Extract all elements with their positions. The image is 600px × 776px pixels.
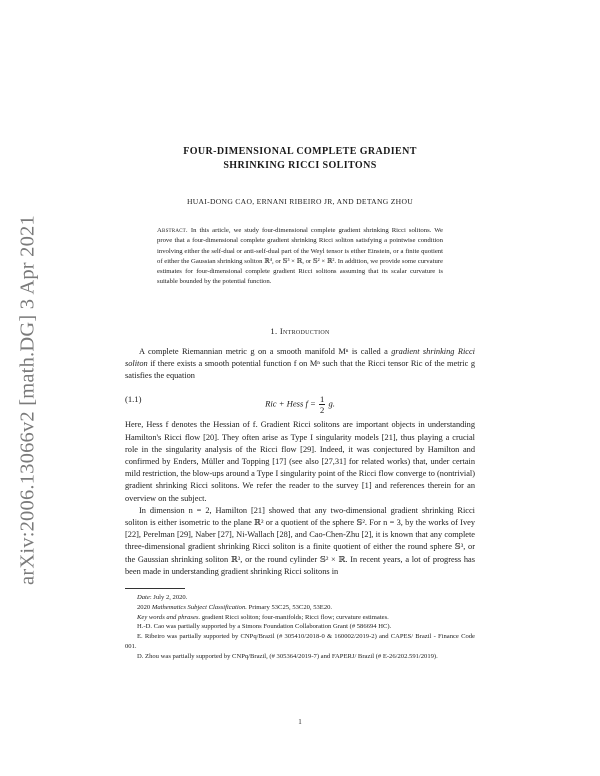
msc-year: 2020 bbox=[137, 603, 152, 611]
equation-rhs: g. bbox=[328, 398, 335, 409]
footnote-divider bbox=[125, 588, 185, 589]
equation-number: (1.1) bbox=[125, 394, 142, 405]
title-line-2: SHRINKING RICCI SOLITONS bbox=[223, 160, 377, 171]
footnote-ribeiro-funding: E. Ribeiro was partially supported by CNPq/Brazil (# 305410/2018-0 & 160002/2019-2) and CAPES/ Brazil - Finance Code 001. bbox=[125, 633, 475, 651]
keywords-value: gradient Ricci soliton; four-manifolds; Ricci flow; curvature estimates. bbox=[200, 613, 389, 621]
msc-label: Mathematics Subject Classification. bbox=[151, 603, 247, 611]
intro-paragraph-3: In dimension n = 2, Hamilton [21] showed that any two-dimensional gradient shrinking Ricci soliton is either isometric to the plane ℝ² or a quotient of the sphere 𝕊². For n = 3, by the works of Ivey [22], Perelman [29], Naber [27], Ni-Wallach [28], and Cao-Chen-Zhu [2], it is known that any complete three-dimensional gradient shrinking Ricci soliton is a finite quotient of either the round sphere 𝕊³, or the Gaussian shrinking soliton ℝ³, or the round cylinder 𝕊² × ℝ. In recent years, a lot of progress has been made in understanding gradient shrinking Ricci solitons in bbox=[125, 505, 475, 576]
fraction-denominator: 2 bbox=[320, 405, 325, 416]
intro-p1-end: if there exists a smooth potential function f on Mⁿ such that the Ricci tensor Ric of the metric g satisfies the equation bbox=[125, 358, 475, 381]
author-list: HUAI-DONG CAO, ERNANI RIBEIRO JR, AND DETANG ZHOU bbox=[186, 197, 414, 206]
date-value: : July 2, 2020. bbox=[149, 594, 188, 602]
fraction-numerator: 1 bbox=[320, 394, 325, 405]
intro-paragraph-1 bbox=[125, 346, 475, 383]
footnote-cao-funding: H.-D. Cao was partially supported by a Simons Foundation Collaboration Grant (# 586694 HC). bbox=[137, 623, 392, 631]
intro-paragraph-2: Here, Hess f denotes the Hessian of f. Gradient Ricci solitons are important objects in understanding Hamilton's Ricci flow [20]. They often arise as Type I singularity models [21], thus playing a crucial role in the singularity analysis of the Ricci flow [29]. Indeed, it was conjectured by Hamilton and confirmed by Enders, Müller and Topping [17] (see also [27,31] for related works) that, under certain mild restriction, the blow-ups around a Type I singularity point of the Ricci flow converge to (nontrivial) gradient shrinking Ricci solitons. We refer the reader to the survey [1] and references therein for an overview on the subject. bbox=[125, 420, 475, 503]
footnote-msc bbox=[125, 603, 475, 613]
footnote-date bbox=[125, 593, 475, 603]
intro-p1-term: gradient shrinking Ricci soliton bbox=[125, 346, 476, 368]
abstract-label: Abstract. bbox=[157, 227, 188, 234]
page-number: 1 bbox=[298, 718, 302, 726]
intro-p1-start: A complete Riemannian metric g on a smooth manifold Mⁿ is called a bbox=[139, 346, 392, 356]
section-heading: 1. Introduction bbox=[270, 325, 330, 336]
date-label: Date bbox=[137, 594, 150, 602]
footnote-keywords bbox=[125, 613, 475, 623]
paper-page bbox=[125, 0, 476, 726]
keywords-label: Key words and phrases. bbox=[137, 613, 201, 621]
arxiv-identifier-stamp bbox=[6, 180, 50, 620]
footnotes bbox=[125, 593, 475, 662]
msc-value: Primary 53C25, 53C20, 53E20. bbox=[246, 603, 333, 611]
equation-fraction bbox=[319, 394, 325, 415]
equation-body bbox=[125, 394, 475, 415]
arxiv-stamp-text: arXiv:2006.13066v2 [math.DG] 3 Apr 2021 bbox=[16, 215, 39, 585]
paper-title bbox=[125, 145, 475, 173]
equation-1-1 bbox=[125, 385, 475, 415]
abstract-text: In this article, we study four-dimensional complete gradient shrinking Ricci solitons. We prove that a four-dimensional complete gradient shrinking Ricci soliton satisfying a pointwise condition involving either the self-dual or anti-self-dual part of the Weyl tensor is either Einstein, or a finite quotient of either the Gaussian shrinking soliton ℝ⁴, or 𝕊³ × ℝ, or 𝕊² × ℝ². In addition, we provide some curvature estimates for four-dimensional complete gradient Ricci solitons assuming that its scalar curvature is suitable bounded by the potential function. bbox=[157, 227, 444, 286]
abstract bbox=[157, 226, 443, 288]
footnote-zhou-funding: D. Zhou was partially supported by CNPq/Brazil, (# 305364/2019-7) and FAPERJ/ Brazil (# E-26/202.591/2019). bbox=[137, 652, 438, 660]
equation-lhs: Ric + Hess f = bbox=[265, 398, 316, 409]
title-line-1: FOUR-DIMENSIONAL COMPLETE GRADIENT bbox=[183, 146, 417, 157]
